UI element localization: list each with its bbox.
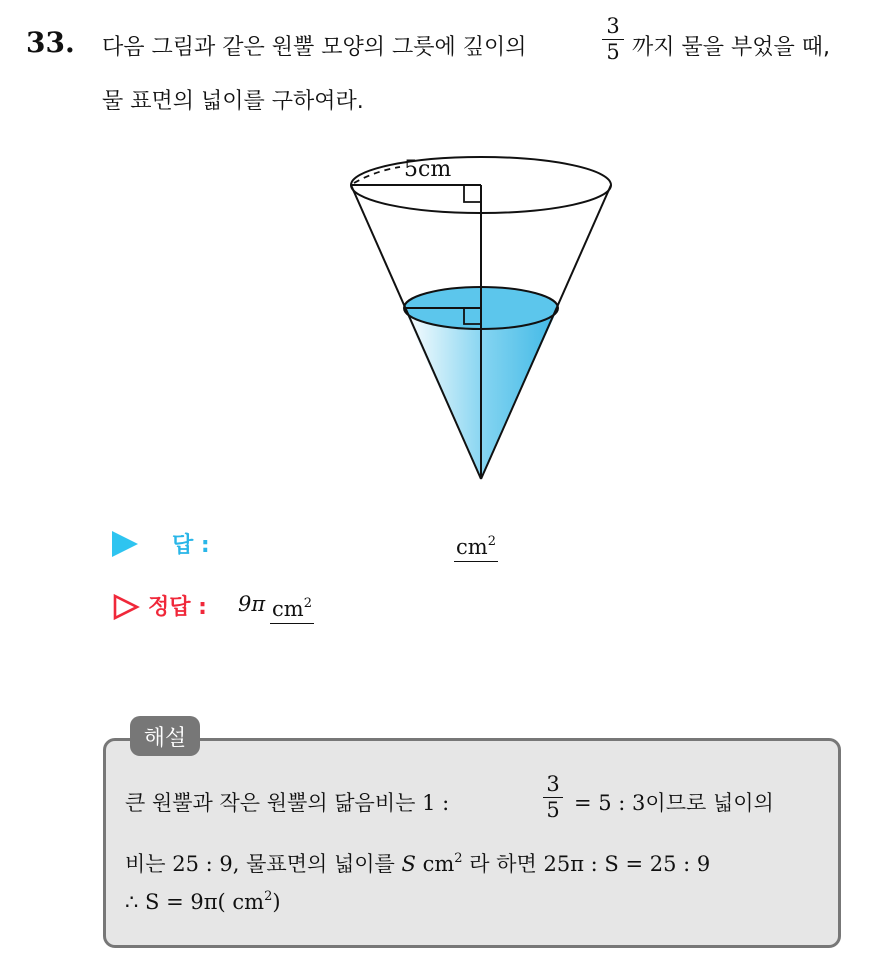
- correct-answer-value: [238, 592, 265, 616]
- sol-l3-exp: 2: [264, 889, 273, 904]
- sol-l1-text-a: 큰 원뿔과 작은 원뿔의 닮음비는: [125, 791, 416, 815]
- question-text-line1: 다음 그림과 같은 원뿔 모양의 그릇에 깊이의: [102, 35, 527, 60]
- sol-frac-den: 5: [546, 798, 560, 822]
- question-fraction: [600, 14, 626, 65]
- right-angle-top: [464, 185, 481, 202]
- question-text-line2: 물 표면의 넓이를 구하여라.: [102, 89, 364, 114]
- solution-line1: [125, 790, 449, 816]
- solution-tag: 해설: [130, 716, 200, 756]
- play-outline-icon: [112, 593, 140, 621]
- fraction-denominator: 5: [606, 40, 620, 64]
- correct-unit-text: cm: [272, 597, 304, 621]
- sol-l2-text-c: 물표면의 넓이를: [246, 852, 395, 876]
- solution-line3: [125, 884, 281, 915]
- sol-l2-text-a: 비는: [125, 852, 166, 876]
- sol-l1-eq: = 5 : 3: [574, 791, 646, 815]
- answer-row: [108, 528, 608, 562]
- question-text-line1-end: 까지 물을 부었을 때,: [632, 35, 830, 60]
- answer-label: 답 :: [172, 533, 210, 558]
- solution-box: [103, 738, 841, 948]
- answer-unit-exp: 2: [487, 534, 496, 549]
- sol-l2-exp: 2: [454, 851, 463, 866]
- sol-l2-ratio: 25 : 9,: [172, 852, 240, 876]
- fraction-numerator: 3: [606, 14, 620, 38]
- solution-line2: [125, 846, 710, 877]
- radius-label: 5cm: [404, 157, 452, 182]
- question-number: 33.: [26, 26, 75, 59]
- answer-blank[interactable]: [454, 530, 498, 562]
- sol-l2-var: S: [401, 852, 416, 876]
- correct-unit-exp: 2: [303, 596, 312, 611]
- correct-value-text: 9π: [238, 592, 266, 616]
- sol-frac-num: 3: [546, 772, 560, 796]
- sol-l2-unit: cm: [422, 852, 455, 876]
- sol-l1-ratio: 1 :: [422, 791, 450, 815]
- cone-figure: [340, 145, 630, 490]
- correct-answer-row: [108, 590, 608, 624]
- sol-l1-text-d: 이므로 넓이의: [645, 791, 774, 815]
- correct-answer-label: 정답 :: [148, 595, 207, 620]
- sol-l3-text: ∴ S = 9π( cm: [125, 890, 265, 914]
- play-icon: [112, 531, 138, 557]
- sol-l2-text-g: 라 하면: [469, 852, 537, 876]
- sol-l2-eq: 25π : S = 25 : 9: [543, 852, 711, 876]
- answer-unit-text: cm: [456, 535, 488, 559]
- solution-fraction: [541, 772, 565, 823]
- correct-answer-unit: [270, 592, 314, 624]
- solution-line1-end: [574, 790, 774, 816]
- sol-l3-end: ): [272, 890, 281, 914]
